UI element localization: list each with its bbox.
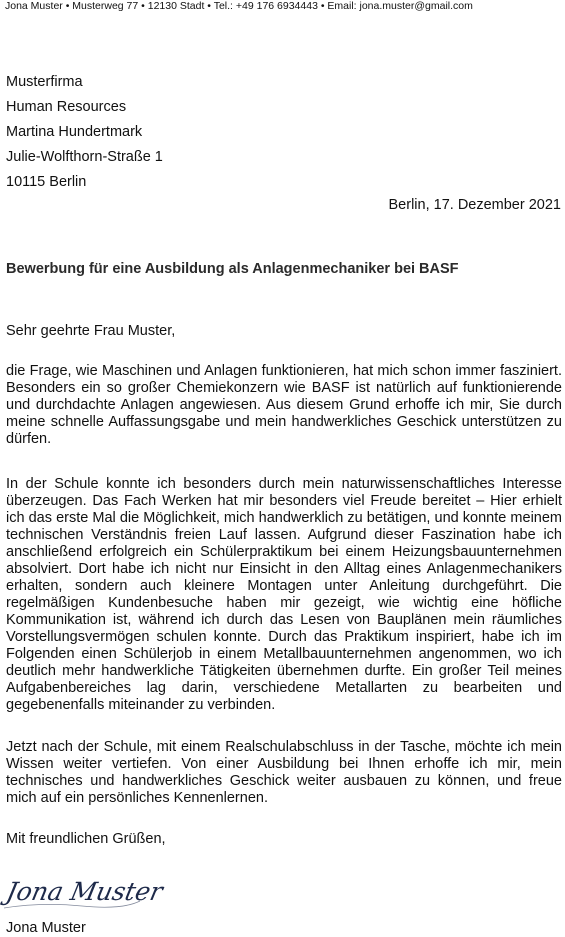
recipient-city: 10115 Berlin [6,174,87,190]
recipient-street: Julie-Wolfthorn-Straße 1 [6,149,163,165]
recipient-department: Human Resources [6,99,127,115]
body-paragraph-outlook: Jetzt nach der Schule, mit einem Realschulabschluss in der Tasche, möchte ich mein Wissen weiter vertiefen. Von einer Ausbildung bei Ihnen erhoffe ich mir, mein technisches und handwerkliches Geschick weiter ausbauen zu können, und freue mich auf ein persönliches Kennenlernen. [6,739,562,806]
handwritten-signature [2,868,166,914]
body-paragraph-experience: In der Schule konnte ich besonders durch mein naturwissenschaftliches Interesse überzeugen. Das Fach Werken hat mir besonders viel Freude bereitet – Hier erhielt ich das erste Mal die Möglichkeit, mich handwerklich zu betätigen, und konnte meinem technischen Verständnis freien Lauf lassen. Aufgrund dieser Faszination habe ich anschließend erfolgreich ein Schülerpraktikum bei einem Heizungsbauunternehmen absolviert. Dort habe ich nicht nur Einsicht in den Alltag eines Anlagenmechanikers erhalten, sondern auch kleinere Montagen unter Anleitung durchgeführt. Die regelmäßigen Kundenbesuche haben mir gezeigt, wie wichtig eine höfliche Kommunikation ist, während ich durch das Lesen von Bauplänen mein räumliches Vorstellungsvermögen schulen konnte. Durch das Praktikum inspiriert, habe ich im Folgenden einen Schülerjob in einem Metallbauunternehmen angenommen, wo ich deutlich mehr handwerkliche Tätigkeiten übernehmen durfte. Ein großer Teil meines Aufgabenbereiches lag darin, verschiedene Metallarten zu bearbeiten und gegebenenfalls miteinander zu verbinden. [6,476,562,713]
signer-name: Jona Muster [6,920,86,936]
recipient-company: Musterfirma [6,74,83,90]
svg-text:Jona Muster: Jona Muster [3,877,166,906]
recipient-contact-person: Martina Hundertmark [6,124,143,140]
letter-salutation: Sehr geehrte Frau Muster, [6,323,176,339]
sender-address-line: Jona Muster • Musterweg 77 • 12130 Stadt • Tel.: +49 176 6934443 • Email: jona.muster@gmail.com [5,0,473,12]
body-paragraph-intro: die Frage, wie Maschinen und Anlagen funktionieren, hat mich schon immer fasziniert. Besonders ein so großer Chemiekonzern wie BASF ist natürlich auf funktionierende und durchdachte Anlagen angewiesen. Aus diesem Grund erhoffe ich mir, Sie durch meine schnelle Auffassungsgabe und mein handwerkliches Geschick unterstützen zu dürfen. [6,363,562,447]
letter-date: Berlin, 17. Dezember 2021 [388,197,561,213]
letter-subject: Bewerbung für eine Ausbildung als Anlagenmechaniker bei BASF [6,261,459,277]
recipient-address-block [6,70,163,195]
signature-graphic [2,868,166,914]
letter-closing: Mit freundlichen Grüßen, [6,831,166,847]
